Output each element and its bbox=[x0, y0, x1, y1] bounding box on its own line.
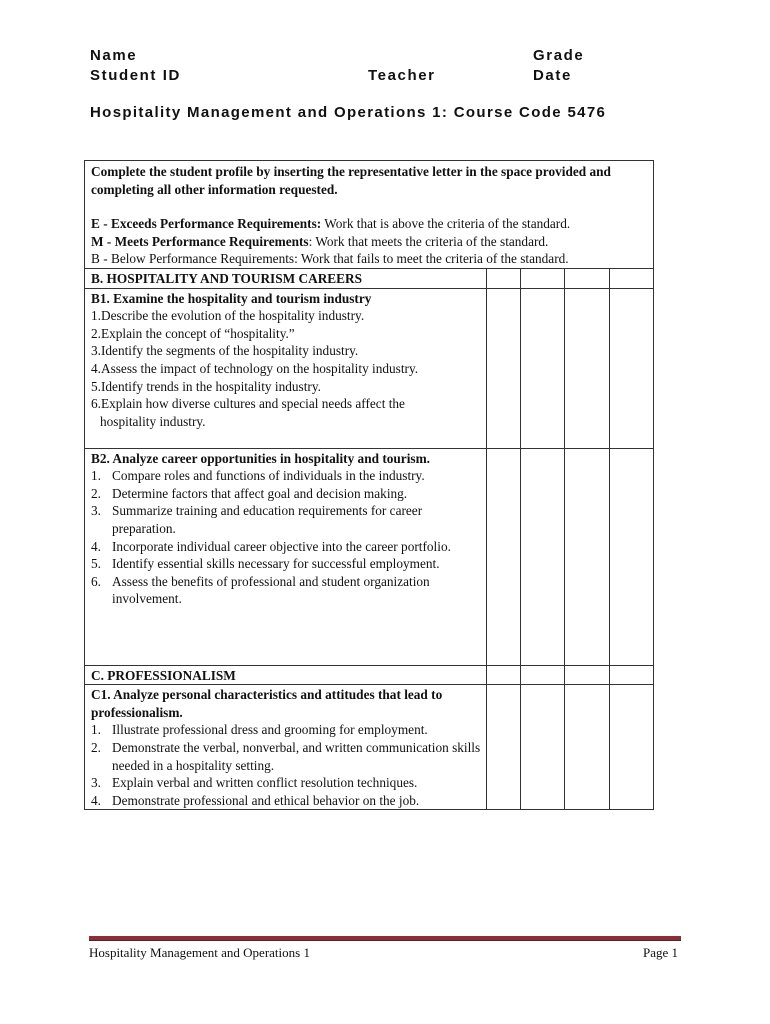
rating-meets: M - Meets Performance Requirements: Work that meets the criteria of the standard. bbox=[91, 233, 549, 249]
course-title: Hospitality Management and Operations 1: Course Code 5476 bbox=[90, 104, 607, 121]
grade-cell[interactable] bbox=[487, 685, 521, 810]
list-item: 3. Explain verbal and written conflict resolution techniques. bbox=[91, 775, 418, 791]
grade-cell[interactable] bbox=[565, 288, 610, 448]
list-item: 2. Determine factors that affect goal and decision making. bbox=[91, 485, 408, 501]
standard-b1-row bbox=[85, 288, 654, 448]
list-item: 1. Illustrate professional dress and grooming for employment. bbox=[91, 722, 428, 738]
list-item: 5. Identify essential skills necessary for successful employment. bbox=[91, 556, 440, 572]
grade-cell[interactable] bbox=[521, 685, 565, 810]
footer-title: Hospitality Management and Operations 1 bbox=[89, 945, 310, 960]
section-c-row bbox=[85, 665, 654, 685]
list-item: 6. Assess the benefits of professional and student organization involvement. bbox=[91, 573, 430, 607]
list-item: 4. Incorporate individual career objective into the career portfolio. bbox=[91, 538, 451, 554]
grade-cell[interactable] bbox=[521, 288, 565, 448]
instructions-text: Complete the student profile by inserting the representative letter in the space provided and completing all other information requested. bbox=[91, 164, 611, 197]
list-item: 6.Explain how diverse cultures and special needs affect the bbox=[91, 396, 405, 412]
standard-b2-cell bbox=[85, 448, 487, 665]
standard-c1-list bbox=[91, 721, 481, 809]
grade-cell[interactable] bbox=[610, 665, 654, 685]
date-label: Date bbox=[533, 67, 572, 84]
list-item: 1.Describe the evolution of the hospitality industry. bbox=[91, 308, 365, 324]
grade-cell[interactable] bbox=[610, 288, 654, 448]
name-label: Name bbox=[90, 47, 138, 64]
list-item: 1. Compare roles and functions of individuals in the industry. bbox=[91, 468, 425, 484]
grade-label: Grade bbox=[533, 47, 585, 64]
grade-cell[interactable] bbox=[610, 685, 654, 810]
standard-b1-cell bbox=[85, 288, 487, 448]
list-item: 3.Identify the segments of the hospitality industry. bbox=[91, 343, 359, 359]
list-item: 3. Summarize training and education requirements for career preparation. bbox=[91, 503, 423, 536]
list-item: 4. Demonstrate professional and ethical behavior on the job. bbox=[91, 792, 420, 808]
grade-cell[interactable] bbox=[521, 448, 565, 665]
grade-cell[interactable] bbox=[521, 665, 565, 685]
rating-exceeds: E - Exceeds Performance Requirements: Work that is above the criteria of the standard. bbox=[91, 216, 571, 232]
standard-b2-title: B2. Analyze career opportunities in hospitality and tourism. bbox=[91, 450, 430, 466]
standard-b1-title: B1. Examine the hospitality and tourism industry bbox=[91, 290, 372, 306]
standard-b2-row bbox=[85, 448, 654, 665]
standard-c1-cell bbox=[85, 685, 487, 810]
grade-cell[interactable] bbox=[487, 288, 521, 448]
grade-cell[interactable] bbox=[565, 665, 610, 685]
grade-cell[interactable] bbox=[565, 685, 610, 810]
page-number: Page 1 bbox=[643, 945, 679, 960]
list-item: 2.Explain the concept of “hospitality.” bbox=[91, 325, 295, 341]
grade-cell[interactable] bbox=[487, 448, 521, 665]
section-b-title: B. HOSPITALITY AND TOURISM CAREERS bbox=[85, 268, 487, 288]
student-id-label: Student ID bbox=[90, 67, 181, 84]
grade-cell[interactable] bbox=[521, 268, 565, 288]
section-c-title: C. PROFESSIONALISM bbox=[85, 665, 487, 685]
list-item: 2. Demonstrate the verbal, nonverbal, and written communication skills needed in a hospitality setting. bbox=[91, 739, 481, 773]
grade-cell[interactable] bbox=[487, 665, 521, 685]
footer-divider bbox=[89, 936, 681, 941]
teacher-label: Teacher bbox=[368, 67, 436, 84]
standard-c1-title: C1. Analyze personal characteristics and attitudes that lead to professionalism. bbox=[91, 687, 443, 720]
rating-below: B - Below Performance Requirements: Work that fails to meet the criteria of the standard. bbox=[91, 251, 569, 267]
intro-row bbox=[85, 161, 654, 269]
standard-b2-list bbox=[91, 467, 481, 608]
standard-c1-row bbox=[85, 685, 654, 810]
intro-cell bbox=[85, 161, 654, 269]
grade-cell[interactable] bbox=[565, 448, 610, 665]
list-item: 4.Assess the impact of technology on the hospitality industry. bbox=[91, 360, 419, 376]
grade-cell[interactable] bbox=[487, 268, 521, 288]
grade-cell[interactable] bbox=[565, 268, 610, 288]
student-profile-table bbox=[84, 160, 654, 810]
list-item: 5.Identify trends in the hospitality industry. bbox=[91, 378, 321, 394]
list-item: hospitality industry. bbox=[100, 413, 206, 429]
grade-cell[interactable] bbox=[610, 268, 654, 288]
grade-cell[interactable] bbox=[610, 448, 654, 665]
section-b-row bbox=[85, 268, 654, 288]
